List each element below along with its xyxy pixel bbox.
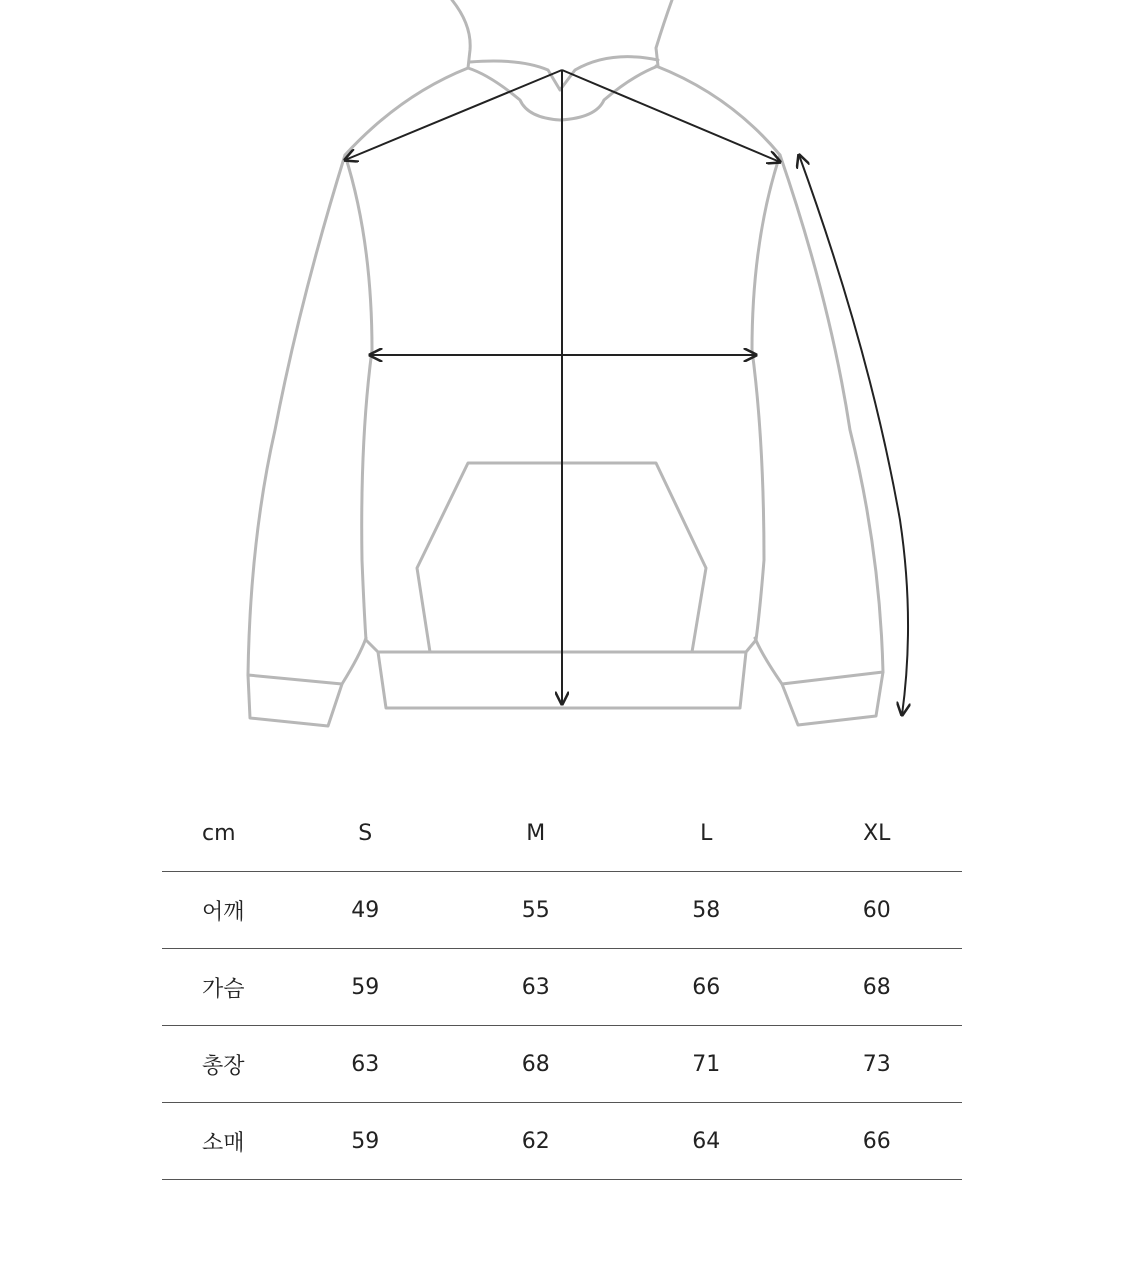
size-label-l: L [700,820,713,846]
left-body-side [345,155,378,652]
table-cell: 59 [351,974,380,1000]
table-row-chest [162,949,962,1026]
left-sleeve-outline [248,68,468,675]
table-cell: 71 [692,1051,721,1077]
table-cell: 73 [862,1051,891,1077]
shoulder-arrow-right [562,70,780,162]
table-cell: 63 [351,1051,380,1077]
size-table [162,795,962,1180]
hoodie-outline [248,0,883,726]
size-label-xl: XL [863,820,891,846]
row-label: 어깨 [202,899,245,925]
left-cuff [248,675,342,726]
table-cell: 64 [692,1128,721,1154]
table-cell: 60 [862,897,891,923]
table-cell: 63 [521,974,550,1000]
table-cell: 68 [862,974,891,1000]
row-label: 총장 [202,1053,245,1079]
right-body-side [746,155,780,652]
size-table-header [162,795,962,872]
row-label: 소매 [202,1130,245,1156]
table-cell: 58 [692,897,721,923]
table-cell: 62 [521,1128,550,1154]
unit-label: cm [202,820,236,846]
row-label: 가슴 [202,976,245,1002]
table-row-shoulder [162,872,962,949]
table-cell: 66 [862,1128,891,1154]
table-cell: 66 [692,974,721,1000]
right-sleeve-inner [755,638,782,684]
table-cell: 59 [351,1128,380,1154]
size-label-s: S [358,820,373,846]
table-row-sleeve [162,1103,962,1180]
size-label-m: M [526,820,546,846]
table-cell: 55 [521,897,550,923]
right-cuff [782,672,883,725]
sleeve-arrow [799,155,908,715]
left-sleeve-inner [342,638,366,684]
table-cell: 68 [521,1051,550,1077]
shoulder-arrow-left [345,70,562,160]
measurement-arrows [345,70,908,715]
table-row-length [162,1026,962,1103]
table-cell: 49 [351,897,380,923]
